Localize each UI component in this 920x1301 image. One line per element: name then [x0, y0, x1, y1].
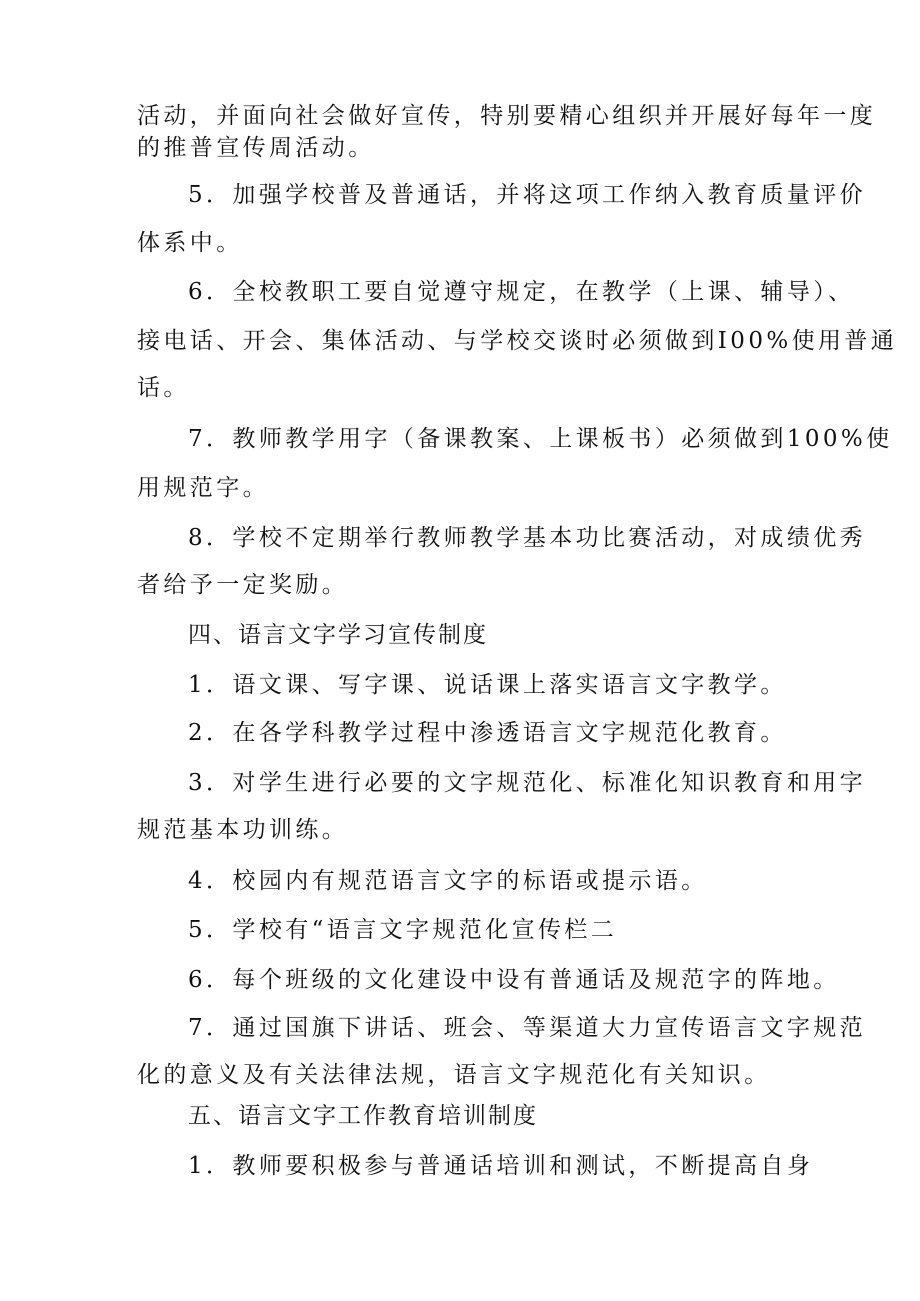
paragraph-line: 话。 — [137, 375, 190, 401]
paragraph-line: 7．教师教学用字（备课教案、上课板书）必须做到100%使 — [188, 426, 893, 452]
paragraph-line: 1．语文课、写字课、说话课上落实语言文字教学。 — [188, 672, 787, 698]
paragraph-line: 体系中。 — [137, 230, 243, 256]
section-heading: 五、语言文字工作教育培训制度 — [188, 1103, 538, 1129]
paragraph-line: 者给予一定奖励。 — [137, 572, 349, 598]
paragraph-line: 6．全校教职工要自觉遵守规定，在教学（上课、辅导）、 — [188, 279, 855, 305]
paragraph-line: 规范基本功训练。 — [137, 817, 349, 843]
paragraph-line: 3．对学生进行必要的文字规范化、标准化知识教育和用字 — [188, 770, 867, 796]
paragraph-line: 的推普宣传周活动。 — [137, 135, 375, 161]
paragraph-line: 6．每个班级的文化建设中设有普通话及规范字的阵地。 — [188, 967, 840, 993]
paragraph-line: 接电话、开会、集体活动、与学校交谈时必须做到I00%使用普通 — [137, 328, 898, 354]
paragraph-line: 4．校园内有规范语言文字的标语或提示语。 — [188, 868, 708, 894]
paragraph-line: 活动，并面向社会做好宣传，特别要精心组织并开展好每年一度 — [137, 103, 877, 129]
paragraph-line: 8．学校不定期举行教师教学基本功比赛活动，对成绩优秀 — [188, 525, 867, 551]
section-heading: 四、语言文字学习宣传制度 — [188, 622, 488, 648]
paragraph-line: 用规范字。 — [137, 475, 269, 501]
paragraph-line: 化的意义及有关法律法规，语言文字规范化有关知识。 — [137, 1062, 771, 1088]
paragraph-line: 1．教师要积极参与普通话培训和测试，不断提高自身 — [188, 1153, 814, 1179]
paragraph-line: 5．加强学校普及普通话，并将这项工作纳入教育质量评价 — [188, 182, 867, 208]
paragraph-line: 5．学校有“语言文字规范化宣传栏二 — [188, 917, 618, 943]
paragraph-line: 7．通过国旗下讲话、班会、等渠道大力宣传语言文字规范 — [188, 1015, 867, 1041]
paragraph-line: 2．在各学科教学过程中渗透语言文字规范化教育。 — [188, 720, 787, 746]
